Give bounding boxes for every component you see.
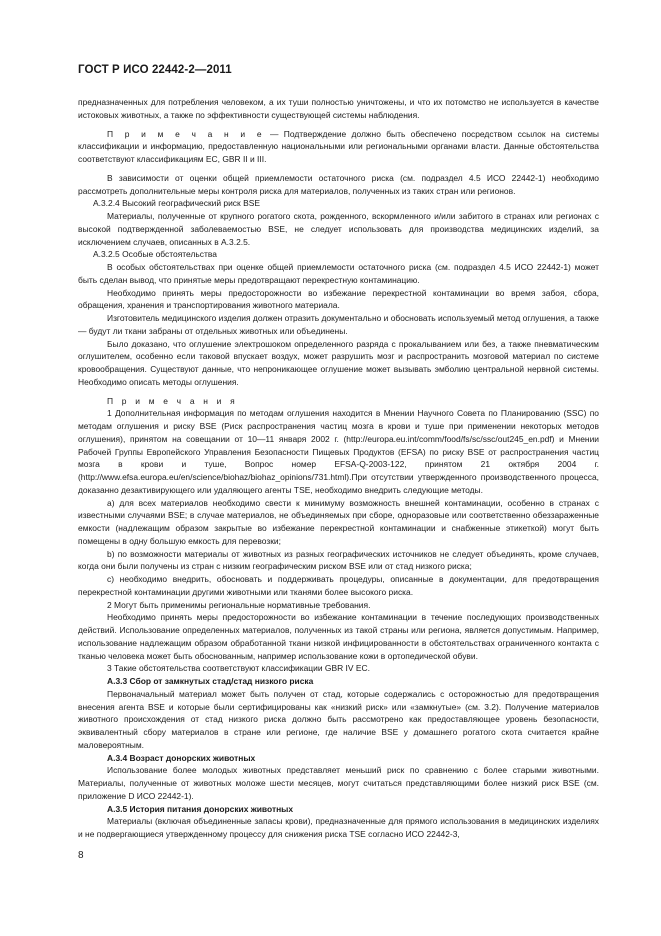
section-heading-a33: А.3.3 Сбор от замкнутых стад/стад низкого риска [107,676,314,686]
paragraph: Материалы (включая объединенные запасы крови), предназначенные для прямого использования в медицинских изделиях и не подвергающиеся утвержденному процессу для снижения риска TSE согласно ИСО 22442-3, [78,816,599,839]
section-heading-a35: А.3.5 История питания донорских животных [107,803,294,814]
note-2: 2 Могут быть применимы региональные нормативные требования. [107,599,371,610]
notes-label: П р и м е ч а н и я [107,395,238,406]
note-1a: a) для всех материалов необходимо свести к минимуму возможность внешней контаминации, особенно в странах с известными случаями BSE; в случае материалов, не объединяемых при сборе, одноразовые или соответственно обеззараженные емкости (надлежащим образом закрытые во избежание перекрестной контаминации и снабженные этикеткой) могут быть помещены в одну большую емкость для перевозки; [78,497,599,546]
paragraph: Первоначальный материал может быть получен от стад, которые содержались с осторожностью для предотвращения внесения агента BSE и которые были сертифицированы как «низкий риск» или «замкнутые» (см. 3.2). Получение материалов животного происхождения от стад низкого риска должно быть рассмотрено как предоставляющее уровень безопасности, эквивалентный сбору материалов в стране или регионе, где наличие BSE у домашнего рогатого скота считается крайне маловероятным. [78,688,599,750]
document-header: ГОСТ Р ИСО 22442-2—2011 [78,64,232,76]
paragraph: Необходимо принять меры предосторожности во избежание перекрестной контаминации во время забоя, сбора, обращения, хранения и транспортирования животного материала. [78,287,599,311]
note-label: П р и м е ч а н и е [107,128,265,139]
note-3: 3 Такие обстоятельства соответствуют классификации GBR IV ЕС. [107,663,370,674]
paragraph: Изготовитель медицинского изделия должен отразить документально и обосновать используемый метод оглушения, а также — будут ли ткани забраны от отдельных животных или объединены. [78,313,599,336]
note-1c: c) необходимо внедрить, обосновать и поддерживать процедуры, описанные в документации, для предотвращения перекрестной контаминации другими животными или тканями более высокого риска. [78,574,599,597]
paragraph: Необходимо принять меры предосторожности во избежание контаминации в течение последующих производственных действий. Использование определенных материалов, полученных из такой страны или региона, является допустимым. Например, использование надлежащим образом обработанной ткани низкой инфицированности в обстоятельствах ограниченного контакта с тканью человека может быть обоснованным, например использование кожи в ортопедической обуви. [78,612,599,661]
paragraph: В зависимости от оценки общей приемлемости остаточного риска (см. подраздел 4.5 ИСО 22442-1) необходимо рассмотреть дополнительные меры контроля риска для материалов, полученных из таких стран или регионов. [78,172,599,196]
paragraph: Материалы, полученные от крупного рогатого скота, рожденного, вскормленного и/или забитого в странах или регионах с высокой подтвержденной заболеваемостью BSE, не следует использовать для производства медицинских изделий, за исключением случаев, описанных в А.3.2.5. [78,211,599,247]
note-1b: b) по возможности материалы от животных из разных географических источников не следует объединять, кроме случаев, когда они были получены из стран с низким географическим риском BSE или от стад низкого риска; [78,548,599,572]
paragraph: Было доказано, что оглушение электрошоком определенного разряда с прокалыванием или без, а также пневматическим оглушителем, особенно если таковой впускает воздух, может разрушить мозг и распространить мозговой материал по системе кровообращения. Существуют данные, что непроникающее оглушение может вызывать эмболию центральной нервной системы. Необходимо описать методы оглушения. [78,338,599,387]
note-1: 1 Дополнительная информация по методам оглушения находится в Мнении Научного Совета по Планированию (SSC) по методам оглушения и риску BSE (Риск распространения частиц мозга в крови и туше при применении некоторых методов оглушения), принятом на совещании от 10—11 января 2002 г. (http://europa.eu.int/comm/food/fs/sc/ssc/out245_en.pdf) и Мнении Рабочей Группы Европейского Управления Безопасности Пищевых Продуктов (EFSA) по риску BSE от распространения частиц мозга в крови и туше, Вопрос номер EFSA-Q-2003-122, принятом 21 октября 2004 г. (http://www.efsa.europa.eu/en/science/biohaz/biohaz_opinions/731.html).При отсутствии утвержденного производственного процесса, доказанно дезактивирующего или удаляющего агенты TSE, необходимо внедрить следующие методы. [78,408,599,495]
page-number: 8 [78,850,84,861]
paragraph: предназначенных для потребления человеком, а их туши полностью уничтожены, и что их потомство не используется в качестве истоковых животных, а также по эффективности существующей системы наблюдения. [78,97,599,120]
paragraph: Использование более молодых животных представляет меньший риск по сравнению с более старыми животными. Материалы, полученные от животных моложе шести месяцев, могут считаться представляющими более низкий риск BSE (см. приложение D ИСО 22442-1). [78,765,599,801]
section-heading-a324: А.3.2.4 Высокий географический риск BSE [93,198,260,209]
document-body [78,96,599,841]
note [78,128,599,166]
section-heading-a325: А.3.2.5 Особые обстоятельства [93,249,217,260]
paragraph: В особых обстоятельствах при оценке общей приемлемости остаточного риска (см. подраздел 4.5 ИСО 22442-1) может быть сделан вывод, что принятые меры предотвращают перекрестную контаминацию. [78,262,599,285]
note-text: — Подтверждение должно быть обеспечено посредством ссылок на системы классификации и информацию, предоставленную национальными или региональными органами власти. Данные обстоятельства соответствуют классификациям ЕС, GBR II и III. [78,128,599,164]
section-heading-a34: А.3.4 Возраст донорских животных [107,752,256,763]
